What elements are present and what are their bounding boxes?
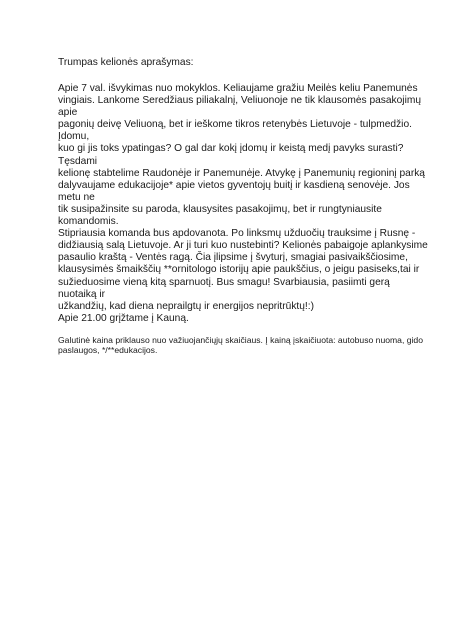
document-content: [58, 57, 430, 356]
trip-description: Apie 7 val. išvykimas nuo mokyklos. Keliaujame gražiu Meilės keliu Panemunės vingiais. Lankome Seredžiaus piliakalnį, Veliuonoje ne tik klausomės pasakojimų apie pagonių deivę Veliuoną, bet ir ieškome tikros retenybės Lietuvoje - tulpmedžio. Įdomu, kuo gi jis toks ypatingas? O gal dar kokį įdomų ir keistą medį pavyks surasti? Tęsdami kelionę stabtelime Raudonėje ir Panemunėje. Atvykę į Panemunių regioninį parką dalyvaujame edukacijoje* apie vietos gyventojų buitį ir kasdieną senovėje. Jos metu ne tik susipažinsite su paroda, klausysites pasakojimų, bet ir rungtyniausite komandomis. Stipriausia komanda bus apdovanota. Po linksmų užduočių trauksime į Rusnę - didžiausią salą Lietuvoje. Ar ji turi kuo nustebinti? Kelionės pabaigoje aplankysime pasaulio kraštą - Ventės ragą. Čia įlipsime į švyturį, smagiai pasivaikščiosime, klausysimės šmaikščių **ornitologo istorijų apie paukščius, o jeigu pasiseks,tai ir sužieduosime vieną kitą sparnuotį. Bus smagu! Svarbiausia, pasiimti gerą nuotaiką ir užkandžių, kad diena neprailgtų ir energijos nepritrūktų!:) Apie 21.00 grįžtame į Kauną.: [58, 83, 428, 324]
document-heading: Trumpas kelionės aprašymas:: [58, 57, 194, 68]
price-note: Galutinė kaina priklauso nuo važiuojančiųjų skaičiaus. Į kainą įskaičiuota: autobuso nuoma, gido paslaugos, */**edukacijos.: [58, 334, 423, 356]
